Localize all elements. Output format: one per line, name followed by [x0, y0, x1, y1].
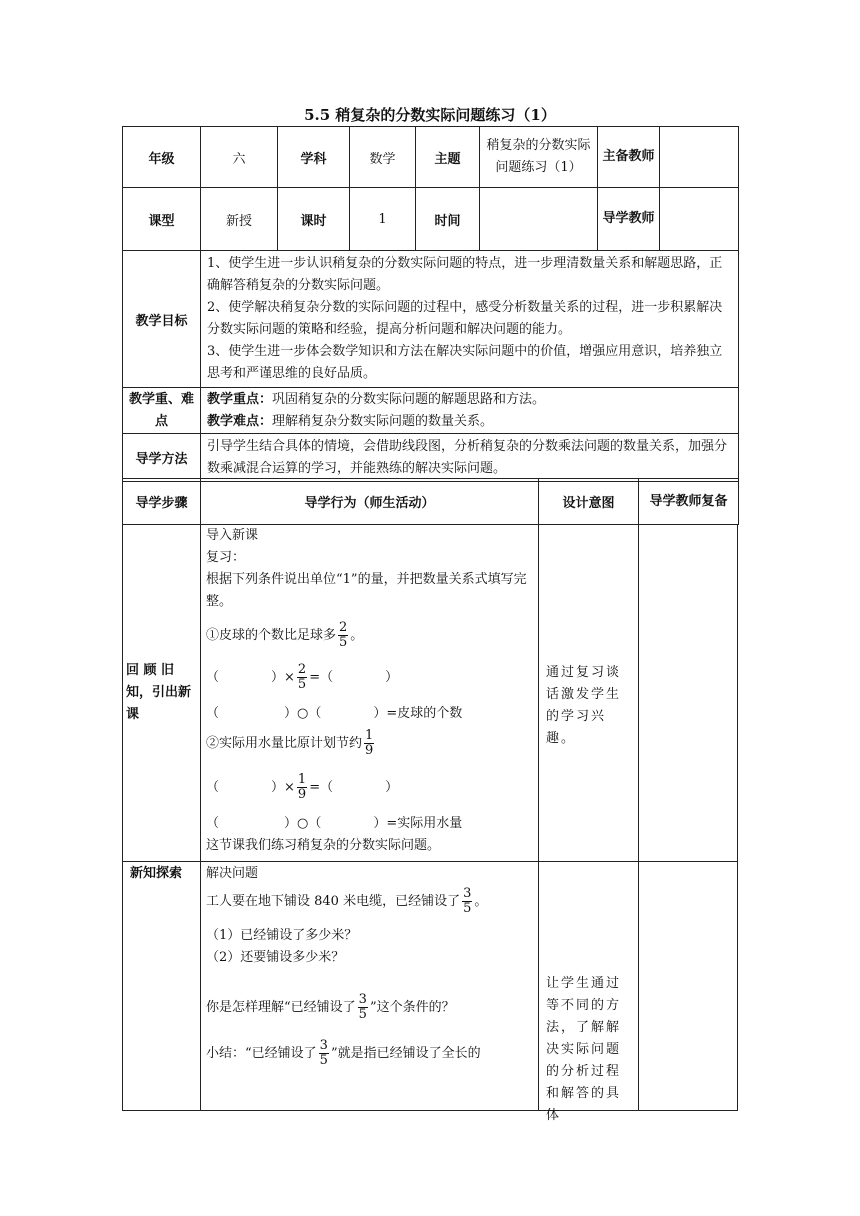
difficulty-label: 教学难点：: [207, 413, 273, 429]
grid-line: [122, 524, 123, 1111]
time-label: 时间: [416, 188, 480, 251]
method-text: 引导学生结合具体的情境，会借助线段图，分析稍复杂的分数乘法问题的数量关系，加强分数乘减混合运算的学习，并能熟练的解决实际问题。: [201, 434, 739, 482]
type-label: 课型: [123, 188, 201, 251]
grid-line: [638, 524, 639, 1111]
review-intro: 导入新课: [206, 528, 259, 543]
topic-value: 稍复杂的分数实际问题练习（1）: [480, 127, 598, 188]
explore-intent: 让学生通过等不同的方法，了解解决实际问题的分析过程和解答的具体: [546, 976, 622, 1123]
subject-value: 数学: [350, 127, 416, 188]
review-content: [206, 525, 534, 857]
review-q2-relation: （ ）○（ ）=实际用水量: [206, 816, 463, 831]
review-sub: 复习：: [206, 550, 246, 565]
grid-line: [122, 861, 738, 862]
explore-q2: （2）还要铺设多少米？: [206, 950, 345, 965]
explore-label: 新知探索: [130, 866, 183, 881]
explore-problem: 工人要在地下铺设 840 米电缆，已经铺设了 $\frac{3}{5}$ 。: [206, 886, 488, 916]
grid-line: [538, 524, 539, 1111]
hours-label: 课时: [278, 188, 350, 251]
grid-line: [737, 524, 738, 1111]
goal-item: 2、使学解决稍复杂分数的实际问题的过程中，感受分析数量关系的过程，进一步积累解决分数实际问题的策略和经验，提高分析问题和解决问题的能力。: [207, 300, 723, 337]
grade-label: 年级: [123, 127, 201, 188]
review-q1-relation: （ ）○（ ）=皮球的个数: [206, 706, 463, 721]
topic-label: 主题: [416, 127, 480, 188]
review-q2: ②实际用水量比原计划节约 $\frac{1}{9}$: [206, 728, 374, 758]
explore-ask: 你是怎样理解“已经铺设了 $\frac{3}{5}$ ”这个条件的？: [206, 992, 455, 1022]
grid-line: [200, 524, 201, 1111]
review-q1-equation: （ ）× $\frac{2}{5}$ =（ ）: [206, 662, 399, 692]
method-label: 导学方法: [123, 434, 201, 482]
q1-fraction: $\frac{2}{5}$: [339, 620, 348, 650]
q1-text: ①皮球的个数比足球多: [206, 628, 337, 643]
guide-teacher-value: [660, 188, 739, 251]
steps-col-review: 导学教师复备: [639, 479, 739, 525]
explore-intro: 解决问题: [206, 866, 259, 881]
type-value: 新授: [201, 188, 278, 251]
explore-q1: （1）已经铺设了多少米？: [206, 928, 358, 943]
review-label: 回 顾 旧 知，引出新课: [126, 663, 192, 722]
focus-text: 巩固稍复杂的分数实际问题的解题思路和方法。: [272, 391, 546, 407]
goals-content: [201, 251, 739, 388]
goals-label: 教学目标: [123, 251, 201, 388]
lead-teacher-value: [660, 127, 739, 188]
guide-teacher-label: 导学教师: [598, 188, 660, 251]
goal-item: 1、使学生进一步认识稍复杂的分数实际问题的特点，进一步理清数量关系和解题思路，正确解答稍复杂的分数实际问题。: [207, 256, 723, 293]
steps-col-intent: 设计意图: [539, 479, 639, 525]
focus-label: 教学重点：: [207, 391, 273, 407]
review-q1: ①皮球的个数比足球多 $\frac{2}{5}$ 。: [206, 620, 364, 650]
difficulty-text: 理解稍复杂分数实际问题的数量关系。: [272, 413, 494, 429]
hours-value: 1: [350, 188, 416, 251]
lead-teacher-label: 主备教师: [598, 127, 660, 188]
subject-label: 学科: [278, 127, 350, 188]
explore-summary: 小结：“已经铺设了 $\frac{3}{5}$ ”就是指已经铺设了全长的: [206, 1038, 481, 1068]
steps-col-activity: 导学行为（师生活动）: [201, 479, 539, 525]
goal-item: 3、使学生进一步体会数学知识和方法在解决实际问题中的价值，增强应用意识，培养独立思考和严谨思维的良好品质。: [207, 344, 723, 381]
steps-col-step: 导学步骤: [123, 479, 201, 525]
review-closing: 这节课我们练习稍复杂的分数实际问题。: [206, 838, 441, 853]
grade-value: 六: [201, 127, 278, 188]
page-title: 5.5 稍复杂的分数实际问题练习（1）: [304, 106, 556, 124]
grid-line: [122, 1110, 738, 1111]
review-intent: 通过复习谈话激发学生的学习兴趣。: [546, 665, 622, 746]
goals-table: [122, 250, 739, 482]
steps-header-table: [122, 478, 739, 525]
header-table: [122, 126, 739, 251]
time-value: [480, 188, 598, 251]
review-q2-equation: （ ）× $\frac{1}{9}$ =（ ）: [206, 772, 399, 802]
explore-content: [206, 863, 534, 1075]
key-points-label: 教学重、难点: [123, 388, 201, 434]
review-instruction: 根据下列条件说出单位“1”的量，并把数量关系式填写完整。: [206, 572, 527, 609]
key-points-content: [201, 388, 739, 434]
